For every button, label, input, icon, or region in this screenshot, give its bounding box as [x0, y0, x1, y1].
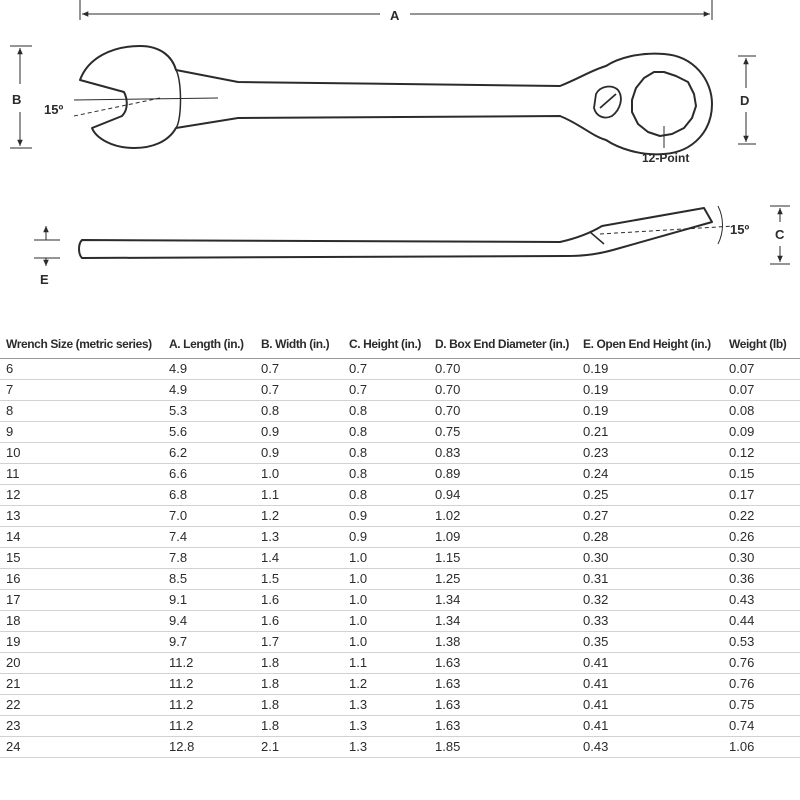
cell-width: 1.2	[255, 506, 343, 527]
cell-weight: 0.09	[723, 422, 800, 443]
cell-height: 0.9	[343, 506, 429, 527]
col-header-height: C. Height (in.)	[343, 330, 429, 359]
cell-width: 1.5	[255, 569, 343, 590]
dimension-b-label: B	[12, 92, 22, 107]
cell-size: 21	[0, 674, 163, 695]
col-header-length: A. Length (in.)	[163, 330, 255, 359]
table-row	[0, 548, 800, 569]
cell-box-diameter: 1.02	[429, 506, 577, 527]
cell-height: 0.8	[343, 401, 429, 422]
table-row	[0, 674, 800, 695]
cell-height: 1.0	[343, 569, 429, 590]
cell-weight: 0.07	[723, 359, 800, 380]
cell-height: 0.7	[343, 359, 429, 380]
cell-length: 5.6	[163, 422, 255, 443]
cell-width: 0.7	[255, 380, 343, 401]
cell-width: 0.7	[255, 359, 343, 380]
cell-box-diameter: 1.38	[429, 632, 577, 653]
cell-open-height: 0.43	[577, 737, 723, 758]
cell-height: 1.2	[343, 674, 429, 695]
cell-box-diameter: 1.63	[429, 716, 577, 737]
box-end-label: 12-Point	[642, 151, 690, 165]
cell-length: 9.1	[163, 590, 255, 611]
cell-size: 22	[0, 695, 163, 716]
cell-width: 1.6	[255, 611, 343, 632]
cell-height: 1.3	[343, 716, 429, 737]
cell-size: 18	[0, 611, 163, 632]
cell-size: 17	[0, 590, 163, 611]
cell-weight: 0.17	[723, 485, 800, 506]
cell-width: 1.0	[255, 464, 343, 485]
cell-length: 4.9	[163, 380, 255, 401]
cell-box-diameter: 1.63	[429, 695, 577, 716]
col-header-size: Wrench Size (metric series)	[0, 330, 163, 359]
cell-length: 11.2	[163, 695, 255, 716]
cell-weight: 1.06	[723, 737, 800, 758]
cell-length: 8.5	[163, 569, 255, 590]
cell-length: 11.2	[163, 716, 255, 737]
table-row	[0, 716, 800, 737]
col-header-box-diameter: D. Box End Diameter (in.)	[429, 330, 577, 359]
cell-length: 7.8	[163, 548, 255, 569]
cell-length: 11.2	[163, 674, 255, 695]
cell-length: 6.8	[163, 485, 255, 506]
table-row	[0, 464, 800, 485]
cell-size: 16	[0, 569, 163, 590]
cell-width: 1.3	[255, 527, 343, 548]
cell-length: 9.4	[163, 611, 255, 632]
cell-weight: 0.26	[723, 527, 800, 548]
cell-open-height: 0.25	[577, 485, 723, 506]
cell-weight: 0.53	[723, 632, 800, 653]
cell-open-height: 0.31	[577, 569, 723, 590]
cell-weight: 0.30	[723, 548, 800, 569]
cell-width: 0.9	[255, 443, 343, 464]
table-row	[0, 422, 800, 443]
cell-width: 1.8	[255, 653, 343, 674]
table-row	[0, 590, 800, 611]
dimension-e	[34, 226, 60, 266]
cell-weight: 0.36	[723, 569, 800, 590]
table-row	[0, 653, 800, 674]
cell-height: 0.8	[343, 464, 429, 485]
cell-open-height: 0.21	[577, 422, 723, 443]
cell-height: 0.8	[343, 485, 429, 506]
cell-height: 1.3	[343, 737, 429, 758]
cell-open-height: 0.19	[577, 401, 723, 422]
cell-weight: 0.12	[723, 443, 800, 464]
angle-label-side: 15º	[730, 222, 750, 237]
col-header-weight: Weight (lb)	[723, 330, 800, 359]
cell-length: 6.2	[163, 443, 255, 464]
cell-open-height: 0.28	[577, 527, 723, 548]
cell-box-diameter: 1.63	[429, 674, 577, 695]
cell-size: 12	[0, 485, 163, 506]
wrench-dimension-diagram	[0, 0, 800, 330]
table-row	[0, 485, 800, 506]
cell-size: 15	[0, 548, 163, 569]
cell-weight: 0.07	[723, 380, 800, 401]
cell-size: 8	[0, 401, 163, 422]
cell-open-height: 0.41	[577, 716, 723, 737]
cell-size: 7	[0, 380, 163, 401]
cell-weight: 0.76	[723, 674, 800, 695]
cell-open-height: 0.41	[577, 695, 723, 716]
cell-box-diameter: 0.70	[429, 380, 577, 401]
cell-width: 1.8	[255, 674, 343, 695]
table-row	[0, 737, 800, 758]
cell-box-diameter: 1.15	[429, 548, 577, 569]
cell-height: 0.7	[343, 380, 429, 401]
cell-length: 11.2	[163, 653, 255, 674]
cell-box-diameter: 0.94	[429, 485, 577, 506]
cell-length: 4.9	[163, 359, 255, 380]
cell-box-diameter: 1.34	[429, 611, 577, 632]
cell-open-height: 0.27	[577, 506, 723, 527]
cell-length: 6.6	[163, 464, 255, 485]
table-row	[0, 506, 800, 527]
cell-open-height: 0.41	[577, 653, 723, 674]
cell-size: 24	[0, 737, 163, 758]
cell-height: 1.0	[343, 590, 429, 611]
cell-width: 2.1	[255, 737, 343, 758]
cell-box-diameter: 1.34	[429, 590, 577, 611]
cell-size: 20	[0, 653, 163, 674]
cell-height: 1.0	[343, 632, 429, 653]
cell-open-height: 0.24	[577, 464, 723, 485]
cell-box-diameter: 0.70	[429, 401, 577, 422]
dimension-e-label: E	[40, 272, 49, 287]
cell-length: 12.8	[163, 737, 255, 758]
cell-weight: 0.74	[723, 716, 800, 737]
cell-open-height: 0.35	[577, 632, 723, 653]
cell-size: 11	[0, 464, 163, 485]
table-row	[0, 401, 800, 422]
cell-length: 7.0	[163, 506, 255, 527]
table-row	[0, 443, 800, 464]
cell-length: 7.4	[163, 527, 255, 548]
cell-box-diameter: 1.85	[429, 737, 577, 758]
cell-weight: 0.43	[723, 590, 800, 611]
cell-open-height: 0.41	[577, 674, 723, 695]
cell-box-diameter: 0.75	[429, 422, 577, 443]
cell-height: 1.0	[343, 611, 429, 632]
angle-label-top: 15º	[44, 102, 64, 117]
spec-table-header	[0, 330, 800, 359]
cell-width: 1.7	[255, 632, 343, 653]
col-header-open-height: E. Open End Height (in.)	[577, 330, 723, 359]
cell-box-diameter: 0.83	[429, 443, 577, 464]
cell-weight: 0.75	[723, 695, 800, 716]
cell-weight: 0.22	[723, 506, 800, 527]
cell-box-diameter: 1.25	[429, 569, 577, 590]
cell-box-diameter: 0.89	[429, 464, 577, 485]
cell-width: 0.9	[255, 422, 343, 443]
spec-table-body	[0, 359, 800, 758]
cell-height: 1.0	[343, 548, 429, 569]
cell-size: 13	[0, 506, 163, 527]
cell-open-height: 0.23	[577, 443, 723, 464]
dimension-a-label: A	[390, 8, 400, 23]
spec-table	[0, 330, 800, 758]
cell-width: 1.1	[255, 485, 343, 506]
cell-open-height: 0.19	[577, 380, 723, 401]
dimension-c-label: C	[775, 227, 785, 242]
cell-weight: 0.15	[723, 464, 800, 485]
cell-height: 1.3	[343, 695, 429, 716]
cell-weight: 0.08	[723, 401, 800, 422]
cell-width: 1.6	[255, 590, 343, 611]
cell-height: 0.8	[343, 443, 429, 464]
cell-open-height: 0.19	[577, 359, 723, 380]
cell-width: 0.8	[255, 401, 343, 422]
cell-length: 5.3	[163, 401, 255, 422]
cell-size: 10	[0, 443, 163, 464]
dimension-d-label: D	[740, 93, 750, 108]
cell-open-height: 0.33	[577, 611, 723, 632]
header-row	[0, 330, 800, 359]
cell-width: 1.4	[255, 548, 343, 569]
cell-height: 0.9	[343, 527, 429, 548]
cell-weight: 0.44	[723, 611, 800, 632]
cell-width: 1.8	[255, 716, 343, 737]
cell-size: 14	[0, 527, 163, 548]
cell-box-diameter: 0.70	[429, 359, 577, 380]
cell-size: 6	[0, 359, 163, 380]
cell-size: 19	[0, 632, 163, 653]
table-row	[0, 359, 800, 380]
cell-width: 1.8	[255, 695, 343, 716]
cell-size: 9	[0, 422, 163, 443]
cell-box-diameter: 1.63	[429, 653, 577, 674]
table-row	[0, 695, 800, 716]
table-row	[0, 569, 800, 590]
table-row	[0, 632, 800, 653]
table-row	[0, 611, 800, 632]
cell-weight: 0.76	[723, 653, 800, 674]
cell-box-diameter: 1.09	[429, 527, 577, 548]
col-header-width: B. Width (in.)	[255, 330, 343, 359]
table-row	[0, 527, 800, 548]
cell-open-height: 0.32	[577, 590, 723, 611]
cell-open-height: 0.30	[577, 548, 723, 569]
table-row	[0, 380, 800, 401]
cell-height: 1.1	[343, 653, 429, 674]
cell-height: 0.8	[343, 422, 429, 443]
cell-length: 9.7	[163, 632, 255, 653]
cell-size: 23	[0, 716, 163, 737]
